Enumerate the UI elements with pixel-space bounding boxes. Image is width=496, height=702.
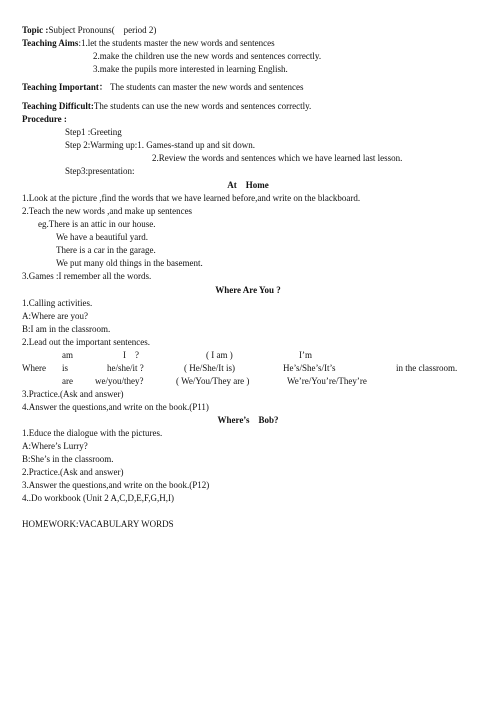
aims-label: Teaching Aims <box>22 38 79 48</box>
wheres-bob-line-1: 1.Educe the dialogue with the pictures. <box>22 428 163 438</box>
where-are-you-line-2: A:Where are you? <box>22 311 88 321</box>
wheres-bob-title: Where’s Bob? <box>217 415 279 425</box>
procedure-heading: Procedure : <box>22 114 67 124</box>
step2: Step 2:Warming up:1. Games-stand up and sit down. <box>65 140 256 150</box>
table-cell: are <box>62 376 73 386</box>
topic-line <box>22 25 156 36</box>
where-are-you-line-5: 3.Practice.(Ask and answer) <box>22 389 124 399</box>
aims-line-3: 3.make the pupils more interested in learning English. <box>93 64 288 74</box>
wheres-bob-line-4: 2.Practice.(Ask and answer) <box>22 467 124 477</box>
step3: Step3:presentation: <box>65 166 135 176</box>
table-cell: Where <box>22 363 46 373</box>
table-cell: ( I am ) <box>206 350 233 360</box>
table-cell: we/you/they? <box>95 376 144 386</box>
where-are-you-line-1: 1.Calling activities. <box>22 298 93 308</box>
where-are-you-title: Where Are You ? <box>215 285 281 295</box>
table-cell: in the classroom. <box>396 363 458 373</box>
table-cell: ( He/She/It is) <box>184 363 235 373</box>
wheres-bob-line-3: B:She’s in the classroom. <box>22 454 114 464</box>
difficult-label: Teaching Difficult: <box>22 101 94 111</box>
at-home-line-2: 2.Teach the new words ,and make up sentences <box>22 206 193 216</box>
table-cell: ( We/You/They are ) <box>176 376 250 386</box>
table-cell: I’m <box>299 350 312 360</box>
wheres-bob-line-6: 4..Do workbook (Unit 2 A,C,D,E,F,G,H,I) <box>22 493 175 503</box>
where-are-you-line-4: 2.Lead out the important sentences. <box>22 337 150 347</box>
homework-line: HOMEWORK:VACABULARY WORDS <box>22 519 174 529</box>
table-cell: We’re/You’re/They’re <box>287 376 367 386</box>
table-cell: he/she/it ? <box>107 363 144 373</box>
aims-line-2: 2.make the children use the new words and sentences correctly. <box>93 51 322 61</box>
important-text: The students can master the new words and sentences <box>107 82 304 92</box>
table-cell: He’s/She’s/It’s <box>283 363 336 373</box>
difficult-line <box>22 101 311 112</box>
at-home-line-7: 3.Games :I remember all the words. <box>22 271 152 281</box>
difficult-text: The students can use the new words and sentences correctly. <box>93 101 312 111</box>
wheres-bob-line-5: 3.Answer the questions,and write on the book.(P12) <box>22 480 210 490</box>
important-label: Teaching Important： <box>22 82 108 92</box>
step2b: 2.Review the words and sentences which we have learned last lesson. <box>152 153 403 163</box>
at-home-line-3: eg.There is an attic in our house. <box>38 219 156 229</box>
aims-line-1 <box>22 38 275 49</box>
where-are-you-line-3: B:I am in the classroom. <box>22 324 111 334</box>
at-home-line-1: 1.Look at the picture ,find the words that we have learned before,and write on the blackboard. <box>22 193 361 203</box>
wheres-bob-line-2: A:Where’s Lurry? <box>22 441 88 451</box>
at-home-line-5: There is a car in the garage. <box>56 245 156 255</box>
topic-text: Subject Pronouns( period 2) <box>48 25 157 35</box>
at-home-line-4: We have a beautiful yard. <box>56 232 148 242</box>
at-home-title: At Home <box>227 180 269 190</box>
at-home-line-6: We put many old things in the basement. <box>56 258 203 268</box>
table-cell: am <box>62 350 73 360</box>
important-line <box>22 82 303 93</box>
topic-label: Topic : <box>22 25 49 35</box>
table-cell: is <box>62 363 69 373</box>
step1: Step1 :Greeting <box>65 127 122 137</box>
aims-first: :1.let the students master the new words and sentences <box>78 38 275 48</box>
where-are-you-line-6: 4.Answer the questions,and write on the book.(P11) <box>22 402 209 412</box>
table-cell: I ? <box>123 350 139 360</box>
